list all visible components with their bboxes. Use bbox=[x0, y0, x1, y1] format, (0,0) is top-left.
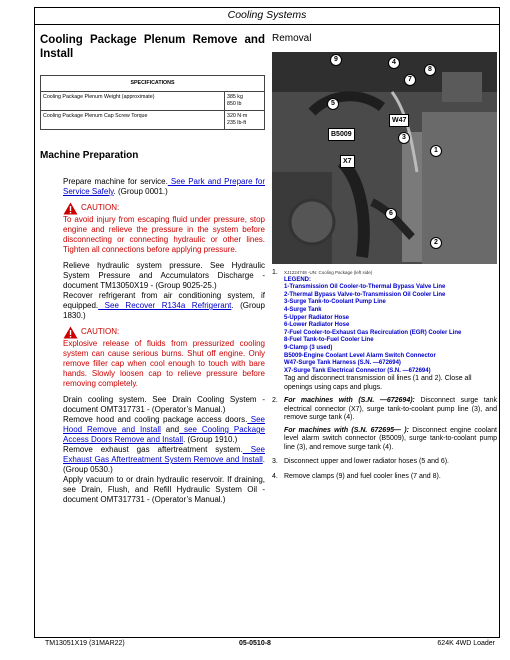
table-row bbox=[41, 111, 265, 130]
prep-step: Remove exhaust gas aftertreatment system. See Exhaust Gas Aftertreatment System Remove and Install. (Group 0530.) bbox=[63, 445, 265, 474]
caution-block bbox=[63, 326, 265, 339]
spec-heading: SPECIFICATIONS bbox=[41, 76, 265, 92]
legend-item: 9-Clamp (3 used) bbox=[284, 344, 333, 351]
caution-text: Explosive release of fluids from pressurized cooling system can cause serious burns. Shut off engine. Only remove filler cap when cool enough to touch with bare hands. Slowly loosen cap to relieve pressure before removing completely. bbox=[63, 339, 265, 388]
engine-photo-illustration bbox=[272, 52, 497, 264]
step-number: 1. bbox=[272, 269, 278, 276]
callout-marker: 6 bbox=[385, 208, 397, 220]
page-title: Cooling Package Plenum Remove and Install bbox=[40, 34, 265, 60]
callout-marker: 7 bbox=[404, 74, 416, 86]
caution-label: CAUTION: bbox=[81, 203, 120, 212]
legend-item: 5-Upper Radiator Hose bbox=[284, 314, 350, 321]
callout-label: B5009 bbox=[328, 128, 355, 141]
list-item bbox=[272, 397, 497, 452]
step-text: Disconnect upper and lower radiator hoses (5 and 6). bbox=[284, 458, 449, 466]
footer-model: 624K 4WD Loader bbox=[437, 640, 495, 647]
legend-item: W47-Surge Tank Harness (S.N. —672694) bbox=[284, 360, 401, 367]
machine-preparation-body bbox=[40, 177, 265, 505]
recover-refrigerant-link[interactable]: See Recover R134a Refrigerant bbox=[98, 301, 232, 310]
footer-page-number: 05-0510-8 bbox=[239, 640, 271, 647]
legend-item: 1-Transmission Oil Cooler-to-Thermal Bypass Valve Line bbox=[284, 284, 446, 291]
callout-label: W47 bbox=[389, 114, 409, 127]
callout-marker: 8 bbox=[424, 64, 436, 76]
step-number: 3. bbox=[272, 458, 278, 466]
prep-step: Apply vacuum to or drain hydraulic reservoir. If draining, see Drain, Flush, and Refill Hydraulic System Oil - document OMT317731 - (Operator’s Manual.) bbox=[63, 475, 265, 504]
table-row bbox=[41, 92, 265, 111]
right-column bbox=[272, 33, 497, 487]
list-item bbox=[272, 458, 497, 467]
header-divider bbox=[34, 24, 500, 25]
step-number: 4. bbox=[272, 472, 278, 480]
access-doors-link[interactable]: see Cooling Package Access Doors Remove and Install bbox=[63, 425, 266, 444]
step-text: For machines with (S.N. —672694): Disconnect surge tank electrical connector (X7), surge tank-to-coolant pump line (3), and remove surge tank (4). bbox=[284, 397, 497, 422]
park-prepare-link[interactable]: See Park and Prepare for Service Safely bbox=[63, 177, 265, 196]
legend-item: X7-Surge Tank Electrical Connector (S.N. —672694) bbox=[284, 367, 431, 374]
left-column bbox=[40, 33, 265, 505]
legend-title: LEGEND: bbox=[284, 276, 311, 283]
legend-item: 2-Thermal Bypass Valve-to-Transmission Oil Cooler Line bbox=[284, 291, 446, 298]
callout-marker: 2 bbox=[430, 237, 442, 249]
list-item bbox=[272, 473, 497, 482]
aftertreatment-link[interactable]: See Exhaust Gas Aftertreatment System Remove and Install bbox=[63, 445, 265, 464]
step-number: 2. bbox=[272, 397, 278, 405]
prep-step: Relieve hydraulic system pressure. See Hydraulic System Pressure and Accumulators Discharge - document TM13050X19 - (Group 9025-25.) bbox=[63, 261, 265, 290]
spec-value: 385 kg 850 lb bbox=[225, 92, 265, 111]
removal-heading: Removal bbox=[272, 33, 312, 44]
callout-marker: 3 bbox=[398, 132, 410, 144]
callout-label: X7 bbox=[340, 155, 355, 168]
legend-item: 3-Surge Tank-to-Coolant Pump Line bbox=[284, 299, 386, 306]
hood-remove-link[interactable]: See Hood Remove and Install bbox=[63, 415, 265, 434]
section-header: Cooling Systems bbox=[227, 9, 307, 21]
legend-item: 7-Fuel Cooler-to-Exhaust Gas Recirculation (EGR) Cooler Line bbox=[284, 329, 462, 336]
step-text: Tag and disconnect transmission oil lines (1 and 2). Close all openings using caps and plugs. bbox=[284, 375, 472, 391]
callout-marker: 9 bbox=[330, 54, 342, 66]
caution-block bbox=[63, 202, 265, 215]
legend-item: 4-Surge Tank bbox=[284, 306, 322, 313]
callout-marker: 5 bbox=[327, 98, 339, 110]
prep-step: Remove hood and cooling package access doors. See Hood Remove and Install and see Cooling Package Access Doors Remove and Install. (Group 1910.) bbox=[63, 415, 266, 444]
footer-divider bbox=[34, 637, 500, 638]
legend-item: B5009-Engine Coolant Level Alarm Switch Connector bbox=[284, 352, 436, 359]
spec-value: 320 N·m 235 lb-ft bbox=[225, 111, 265, 130]
cooling-package-figure bbox=[272, 52, 497, 264]
caution-label: CAUTION: bbox=[81, 327, 120, 336]
legend-item: 8-Fuel Tank-to-Fuel Cooler Line bbox=[284, 337, 374, 344]
callout-marker: 4 bbox=[388, 57, 400, 69]
specifications-table bbox=[40, 75, 265, 130]
removal-steps bbox=[272, 397, 497, 481]
spec-label: Cooling Package Plenum Weight (approximate) bbox=[41, 92, 225, 111]
prep-step: Prepare machine for service. See Park and Prepare for Service Safely. (Group 0001.) bbox=[63, 177, 265, 196]
warning-triangle-icon bbox=[63, 202, 78, 215]
step-text: For machines with (S.N. 672695— ): Disconnect engine coolant level alarm switch connector (B5009), surge tank-to-coolant pump line (3), and remove surge tank (4). bbox=[284, 426, 497, 451]
caution-text: To avoid injury from escaping fluid under pressure, stop engine and relieve the pressure in the system before disconnecting or connecting hydraulic or other lines. Tighten all connections before applying pressure. bbox=[63, 215, 265, 254]
legend-item: 6-Lower Radiator Hose bbox=[284, 322, 350, 329]
figure-legend bbox=[272, 269, 497, 392]
spec-label: Cooling Package Plenum Cap Screw Torque bbox=[41, 111, 225, 130]
warning-triangle-icon bbox=[63, 326, 78, 339]
figure-reference: XJ1224748 -UN: Cooling Package (left side) bbox=[284, 270, 373, 275]
callout-marker: 1 bbox=[430, 145, 442, 157]
prep-step: Recover refrigerant from air conditioning system, if equipped. See Recover R134a Refrigerant. (Group 1830.) bbox=[63, 291, 266, 320]
machine-preparation-heading: Machine Preparation bbox=[40, 150, 139, 161]
prep-step: Drain cooling system. See Drain Cooling System - document OMT317731 - (Operator’s Manual.) bbox=[63, 395, 265, 414]
footer-doc-id: TM13051X19 (31MAR22) bbox=[45, 640, 125, 647]
step-text: Remove clamps (9) and fuel cooler lines (7 and 8). bbox=[284, 472, 441, 480]
